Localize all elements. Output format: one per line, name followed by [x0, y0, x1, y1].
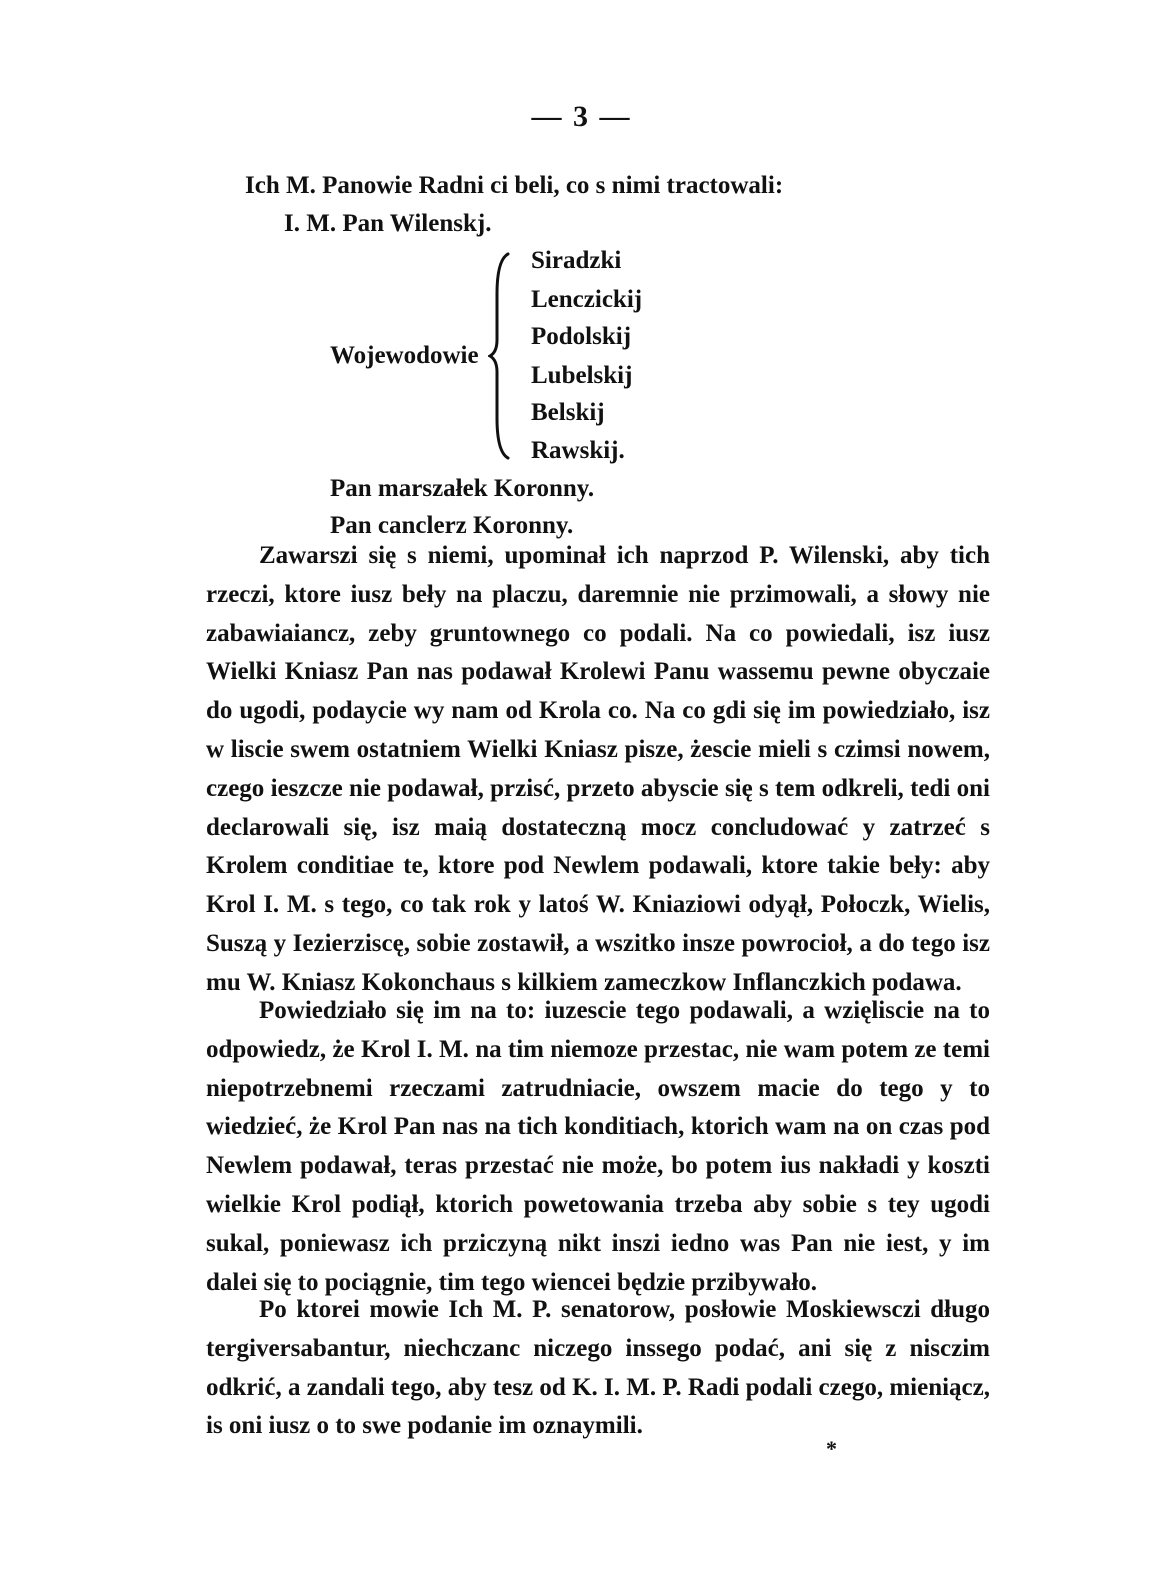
- wojewodowie-item-siradzki: Siradzki: [531, 247, 622, 274]
- header-line-2: I. M. Pan Wilenskj.: [284, 210, 492, 237]
- wojewodowie-label: Wojewodowie: [330, 342, 479, 369]
- header-line-1: Ich M. Panowie Radni ci beli, co s nimi tractowali:: [245, 172, 784, 199]
- footer-mark: *: [826, 1436, 837, 1461]
- wojewodowie-item-rawskij: Rawskij.: [531, 437, 625, 464]
- page-number: — 3 —: [531, 100, 632, 133]
- paragraph-3: [206, 1291, 990, 1446]
- wojewodowie-item-belskij: Belskij: [531, 399, 605, 426]
- wojewodowie-item-lenczickij: Lenczickij: [531, 286, 643, 313]
- paragraph-text: Powiedziało się im na to: iuzescie tego podawali, a wzięliscie na to odpowiedz, że Krol I. M. na tim niemoze przestac, nie wam potem ze temi niepotrzebnemi rzeczami zatrudniacie, owszem macie do tego y to wiedzieć, że Krol Pan nas na tich konditiach, ktorich wam na on czas pod Newlem podawał, teras przestać nie może, bo potem ius nakładi y koszti wielkie Krol podiął, ktorich powetowania trzeba aby sobie s tey ugodi sukal, poniewasz ich prziczyną nikt inszi iedno was Pan nie iest, y im dalei się to pociągnie, tim tego wiencei będzie przibywało.: [206, 997, 990, 1296]
- official-marszalek: Pan marszałek Koronny.: [330, 475, 595, 502]
- paragraph-text: Zawarszi się s niemi, upominał ich naprzod P. Wilenski, aby tich rzeczi, ktore iusz beły na placzu, daremnie nie przimowali, a słowy nie zabawiaiancz, zeby gruntownego co podali. Na co powiedali, isz iusz Wielki Kniasz Pan nas podawał Krolewi Panu wassemu pewne obyczaie do ugodi, podaycie wy nam od Krola co. Na co gdi się im powiedziało, isz w liscie swem ostatniem Wielki Kniasz pisze, żescie mieli s czimsi nowem, czego ieszcze nie podawał, przisć, przeto abyscie się s tem odkreli, tedi oni declarowali się, isz maią dostateczną mocz concludować y zatrzeć s Krolem conditiae te, ktore pod Newlem podawali, ktore takie beły: aby Krol I. M. s tego, co tak rok y latoś W. Kniaziowi odyął, Połoczk, Wielis, Suszą y Iezierziscę, sobie zostawił, a wszitko insze powrocioł, a do tego isz mu W. Kniasz Kokonchaus s kilkiem zameczkow Inflanczkich podawa.: [206, 542, 990, 996]
- paragraph-2: [206, 992, 990, 1302]
- wojewodowie-item-lubelskij: Lubelskij: [531, 362, 633, 389]
- paragraph-text: Po ktorei mowie Ich M. P. senatorow, posłowie Moskiewsczi długo tergiversabantur, niechczanc niczego inssego podać, ani się z nisczim odkrić, a zandali tego, aby tesz od K. I. M. P. Radi podali czego, mieniącz, is oni iusz o to swe podanie im oznaymili.: [206, 1296, 990, 1440]
- paragraph-1: [206, 537, 990, 1003]
- wojewodowie-item-podolskij: Podolskij: [531, 323, 632, 350]
- curly-brace-icon: [488, 248, 516, 463]
- official-canclerz: Pan canclerz Koronny.: [330, 512, 574, 539]
